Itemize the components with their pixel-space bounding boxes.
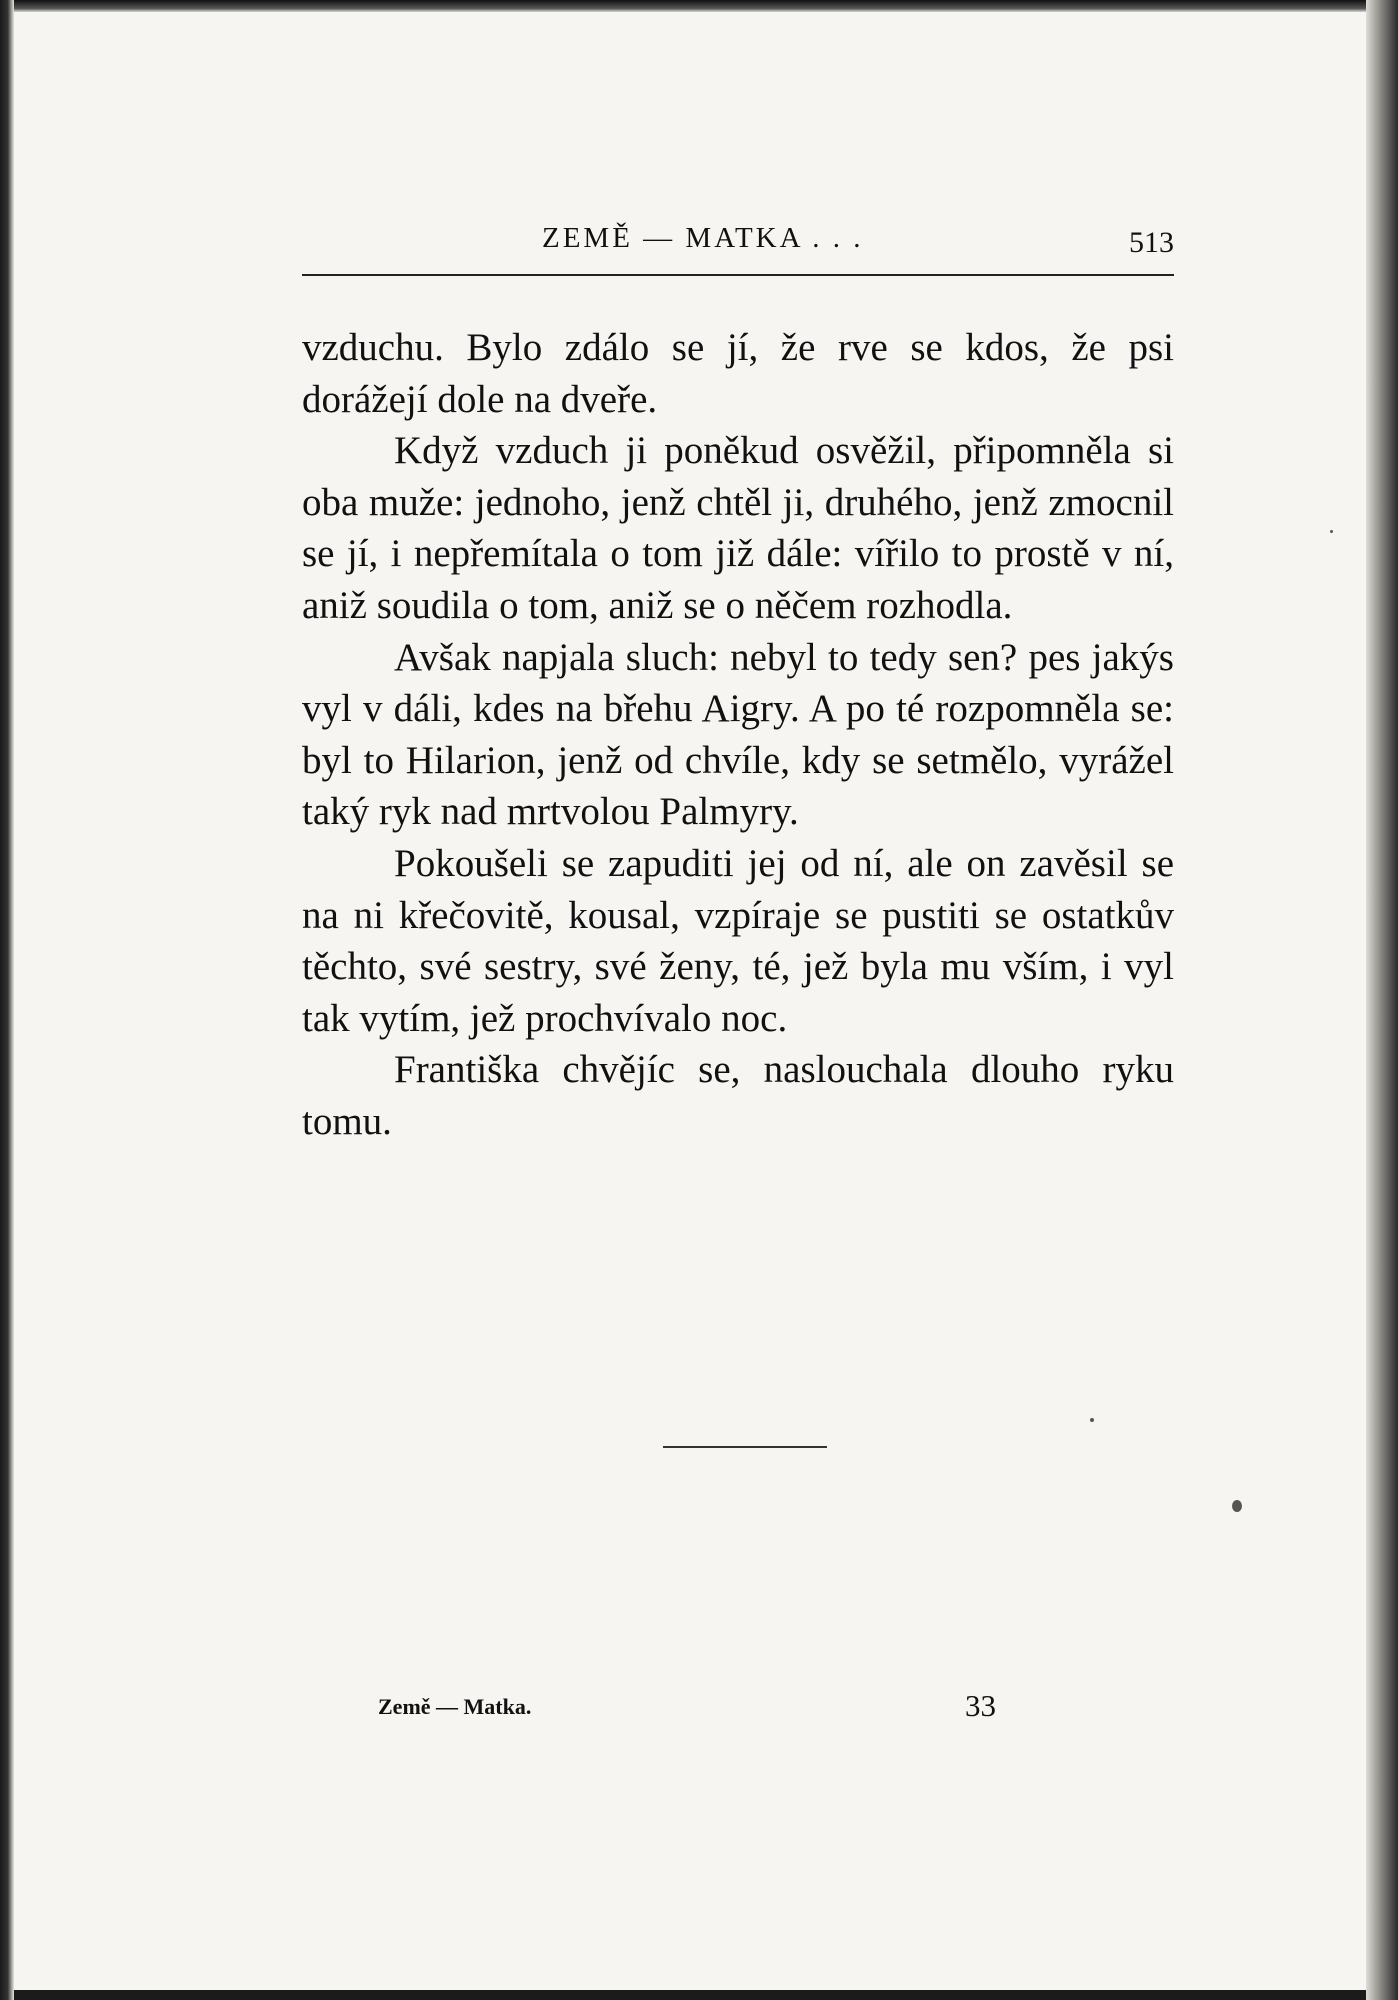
scan-border-right — [1366, 0, 1398, 2000]
running-head — [302, 212, 1174, 262]
body-text — [302, 322, 1174, 1148]
paragraph: Františka chvějíc se, naslouchala dlouho ryku tomu. — [302, 1048, 1174, 1143]
paragraph: vzduchu. Bylo zdálo se jí, že rve se kdos, že psi dorážejí dole na dveře. — [302, 326, 1174, 421]
scan-speck — [1232, 1500, 1242, 1512]
chapter-end-rule — [663, 1446, 827, 1448]
scan-speck — [1090, 1418, 1094, 1422]
scan-border-left — [0, 0, 14, 2000]
sheet-number: 33 — [965, 1688, 996, 1723]
scan-border-top — [0, 0, 1398, 12]
header-rule — [302, 274, 1174, 276]
scan-speck — [1330, 530, 1333, 533]
paragraph: Avšak napjala sluch: nebyl to tedy sen? pes jakýs vyl v dáli, kdes na břehu Aigry. A po té rozpomněla se: byl to Hilarion, jenž od chvíle, kdy se setmělo, vyrážel taký ryk nad mrtvolou Palmyry. — [302, 635, 1174, 834]
paragraph: Pokoušeli se zapuditi jej od ní, ale on zavěsil se na ni křečovitě, kousal, vzpíraje se pustiti se ostatkův těchto, své sestry, své ženy, té, jež byla mu vším, i vyl tak vytím, jež prochvívalo noc. — [302, 841, 1174, 1040]
running-title: ZEMĚ — MATKA . . . — [542, 222, 864, 254]
paragraph: Když vzduch ji poněkud osvěžil, připomněla si oba muže: jednoho, jenž chtěl ji, druhého, jenž zmocnil se jí, i nepřemítala o tom již dále: vířilo to prostě v ní, aniž soudila o tom, aniž se o něčem rozhodla. — [302, 429, 1174, 627]
printer-signature: Země — Matka. — [378, 1694, 532, 1719]
page-number: 513 — [1129, 226, 1174, 259]
